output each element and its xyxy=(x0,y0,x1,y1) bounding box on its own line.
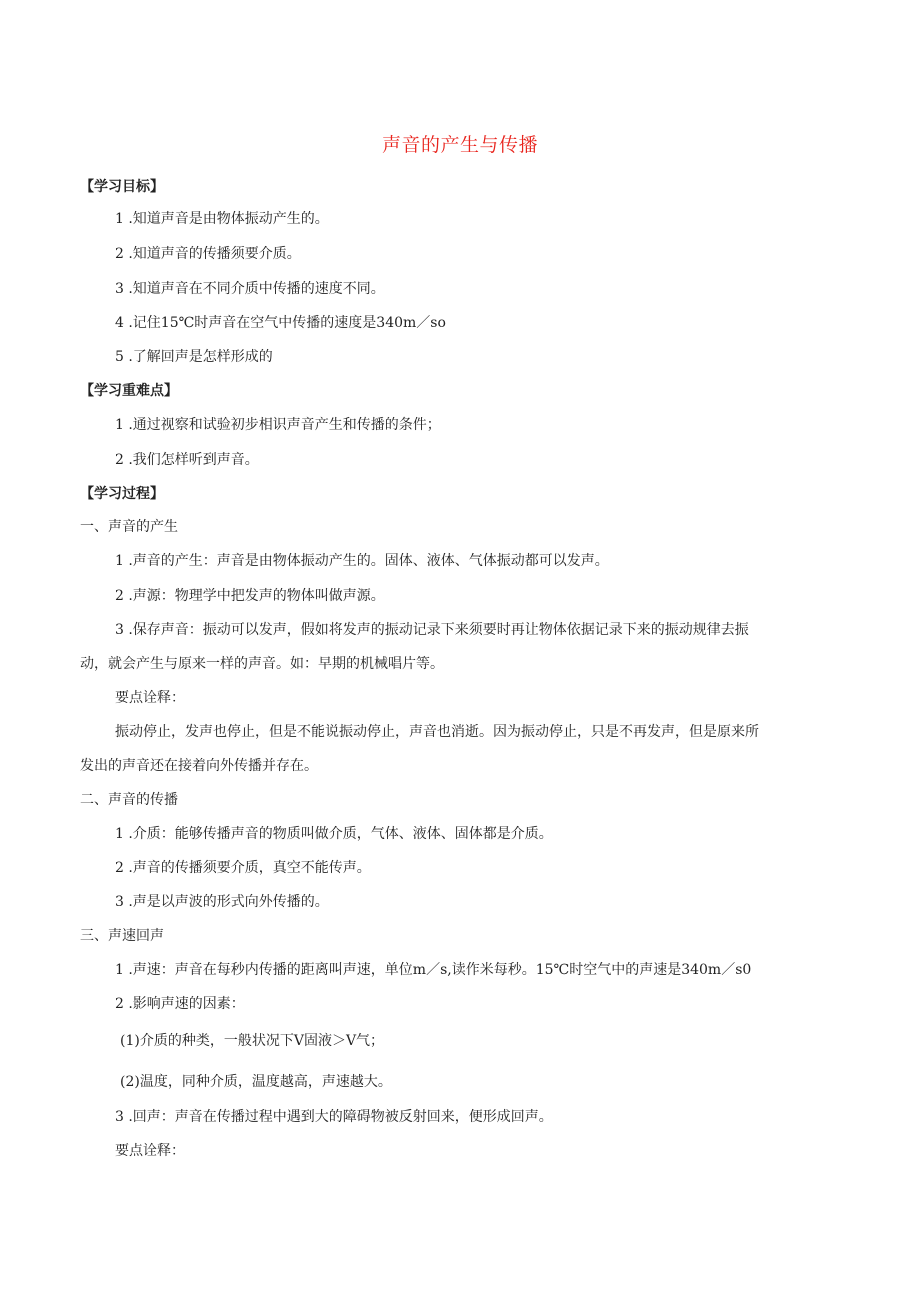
process-item: 3 .保存声音：振动可以发声，假如将发声的振动记录下来须要时再让物体依据记录下来的振动规律去振 xyxy=(115,622,749,638)
section-title: 二、声音的传播 xyxy=(80,792,178,808)
process-item: 2 .声音的传播须要介质，真空不能传声。 xyxy=(115,860,371,876)
process-subitem: (2)温度，同种介质，温度越高，声速越大。 xyxy=(120,1074,392,1090)
key-point-item: 2 .我们怎样听到声音。 xyxy=(115,452,259,468)
process-item: 3 .声是以声波的形式向外传播的。 xyxy=(115,894,329,910)
document-title: 声音的产生与传播 xyxy=(381,134,538,156)
process-item: 1 .介质：能够传播声音的物质叫做介质，气体、液体、固体都是介质。 xyxy=(115,826,553,842)
goal-item: 1 .知道声音是由物体振动产生的。 xyxy=(115,211,329,227)
learning-goals-heading: 【学习目标】 xyxy=(80,179,164,195)
process-item: 3 .回声：声音在传播过程中遇到大的障碍物被反射回来，便形成回声。 xyxy=(115,1109,553,1125)
goal-item: 5 .了解回声是怎样形成的 xyxy=(115,349,273,365)
key-point-item: 1 .通过视察和试验初步相识声音产生和传播的条件； xyxy=(115,417,441,433)
process-subitem: (1)介质的种类，一般状况下V固液＞V气； xyxy=(120,1033,385,1049)
section-title: 三、声速回声 xyxy=(80,928,164,944)
process-item: 1 .声速：声音在每秒内传播的距离叫声速，单位m／s,读作米每秒。15℃时空气中的声速是340m／s0 xyxy=(115,962,752,978)
note-text-continued: 发出的声音还在接着向外传播并存在。 xyxy=(80,758,318,774)
goal-item: 4 .记住15℃时声音在空气中传播的速度是340m／so xyxy=(115,315,446,331)
learning-process-heading: 【学习过程】 xyxy=(80,486,164,502)
process-item: 1 .声音的产生：声音是由物体振动产生的。固体、液体、气体振动都可以发声。 xyxy=(115,553,609,569)
process-item: 2 .声源：物理学中把发声的物体叫做声源。 xyxy=(115,588,385,604)
note-text: 振动停止，发声也停止，但是不能说振动停止，声音也消逝。因为振动停止，只是不再发声，但是原来所 xyxy=(115,724,759,740)
note-label: 要点诠释： xyxy=(115,690,185,706)
note-label: 要点诠释： xyxy=(115,1143,185,1159)
process-item-continued: 动，就会产生与原来一样的声音。如：早期的机械唱片等。 xyxy=(80,656,444,672)
key-points-heading: 【学习重难点】 xyxy=(80,383,178,399)
section-title: 一、声音的产生 xyxy=(80,519,178,535)
process-item: 2 .影响声速的因素： xyxy=(115,996,245,1012)
goal-item: 3 .知道声音在不同介质中传播的速度不同。 xyxy=(115,281,385,297)
goal-item: 2 .知道声音的传播须要介质。 xyxy=(115,246,301,262)
